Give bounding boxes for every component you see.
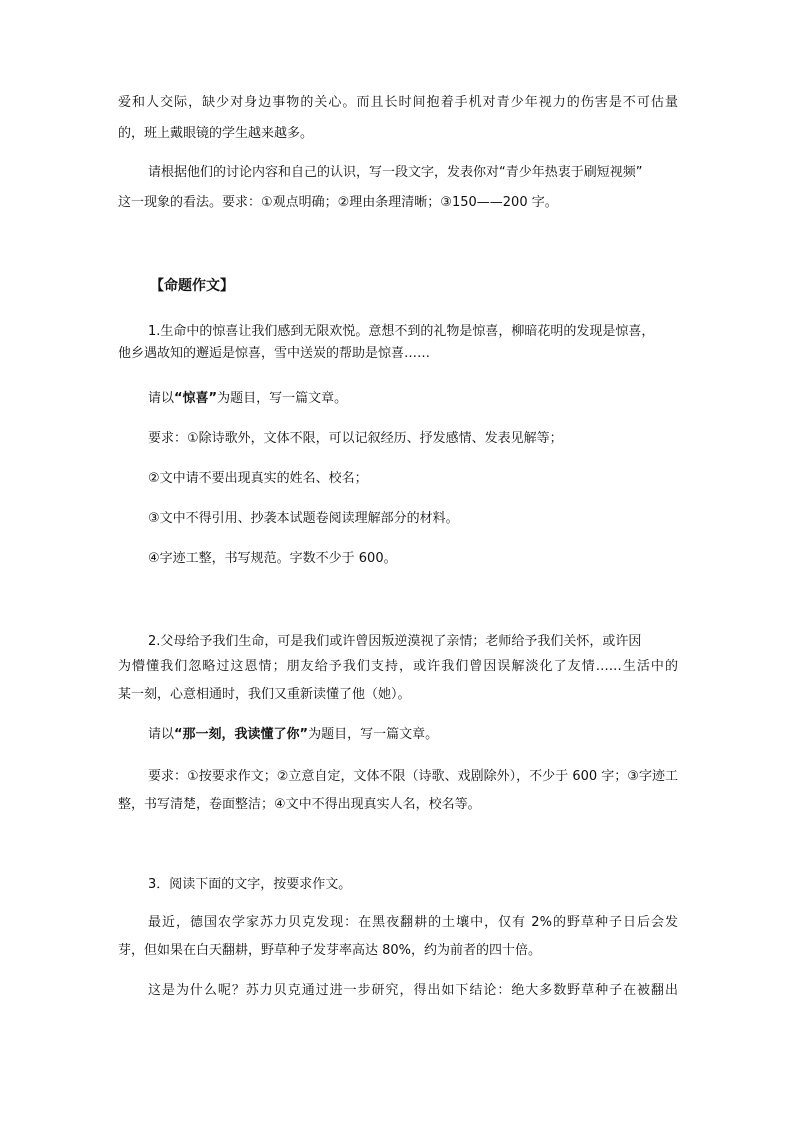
text-line: 爱和人交际，缺少对身边事物的关心。而且长时间抱着手机对青少年视力的伤害是不可估量 bbox=[118, 95, 678, 110]
text-line: 为懵懂我们忽略过这恩情；朋友给予我们支持，或许我们曾因误解淡化了友情……生活中的 bbox=[118, 659, 678, 674]
topic-title: “惊喜” bbox=[174, 391, 218, 406]
topic-suffix: 为题目，写一篇文章。 bbox=[308, 727, 439, 742]
topic-prefix: 请以 bbox=[148, 727, 175, 742]
text-line: 芽，但如果在白天翻耕，野草种子发芽率高达 80%，约为前者的四十倍。 bbox=[118, 943, 542, 958]
topic-line bbox=[148, 390, 678, 408]
text-line: 的，班上戴眼镜的学生越来越多。 bbox=[118, 126, 314, 141]
section-heading: 【命题作文】 bbox=[150, 278, 234, 294]
requirement-line: ④字迹工整，书写规范。字数不少于 600。 bbox=[148, 551, 397, 566]
requirement-line: 整，书写清楚，卷面整洁；④文中不得出现真实人名，校名等。 bbox=[118, 797, 481, 812]
text-line: 2.父母给予我们生命，可是我们或许曾因叛逆漠视了亲情；老师给予我们关怀，或许因 bbox=[148, 634, 642, 649]
topic-suffix: 为题目，写一篇文章。 bbox=[217, 391, 348, 406]
topic-prefix: 请以 bbox=[148, 391, 175, 406]
topic-title: “那一刻，我读懂了你” bbox=[174, 727, 309, 742]
text-line: 某一刻，心意相通时，我们又重新读懂了他（她）。 bbox=[118, 687, 411, 702]
text-line: 1.生命中的惊喜让我们感到无限欢悦。意想不到的礼物是惊喜，柳暗花明的发现是惊喜， bbox=[148, 324, 655, 339]
text-line: 这是为什么呢？苏力贝克通过进一步研究，得出如下结论：绝大多数野草种子在被翻出 bbox=[148, 983, 678, 998]
requirement-line: 要求：①按要求作文；②立意自定，文体不限（诗歌、戏剧除外），不少于 600 字；③字迹工 bbox=[148, 769, 678, 784]
text-line: 他乡遇故知的邂逅是惊喜，雪中送炭的帮助是惊喜…… bbox=[118, 346, 431, 361]
requirement-line: ②文中请不要出现真实的姓名、校名； bbox=[148, 471, 368, 486]
requirement-line: 要求：①除诗歌外，文体不限，可以记叙经历、抒发感情、发表见解等； bbox=[148, 431, 563, 446]
requirement-line: ③文中不得引用、抄袭本试题卷阅读理解部分的材料。 bbox=[148, 511, 459, 526]
text-line: 最近，德国农学家苏力贝克发现：在黑夜翻耕的土壤中，仅有 2%的野草种子日后会发 bbox=[148, 915, 678, 930]
text-line: 这一现象的看法。要求：①观点明确；②理由条理清晰；③150——200 字。 bbox=[118, 195, 558, 210]
topic-line bbox=[148, 726, 678, 744]
text-line: 请根据他们的讨论内容和自己的认识，写一段文字，发表你对“青少年热衷于刷短视频” bbox=[148, 165, 643, 180]
text-line: 3．阅读下面的文字，按要求作文。 bbox=[148, 877, 352, 892]
